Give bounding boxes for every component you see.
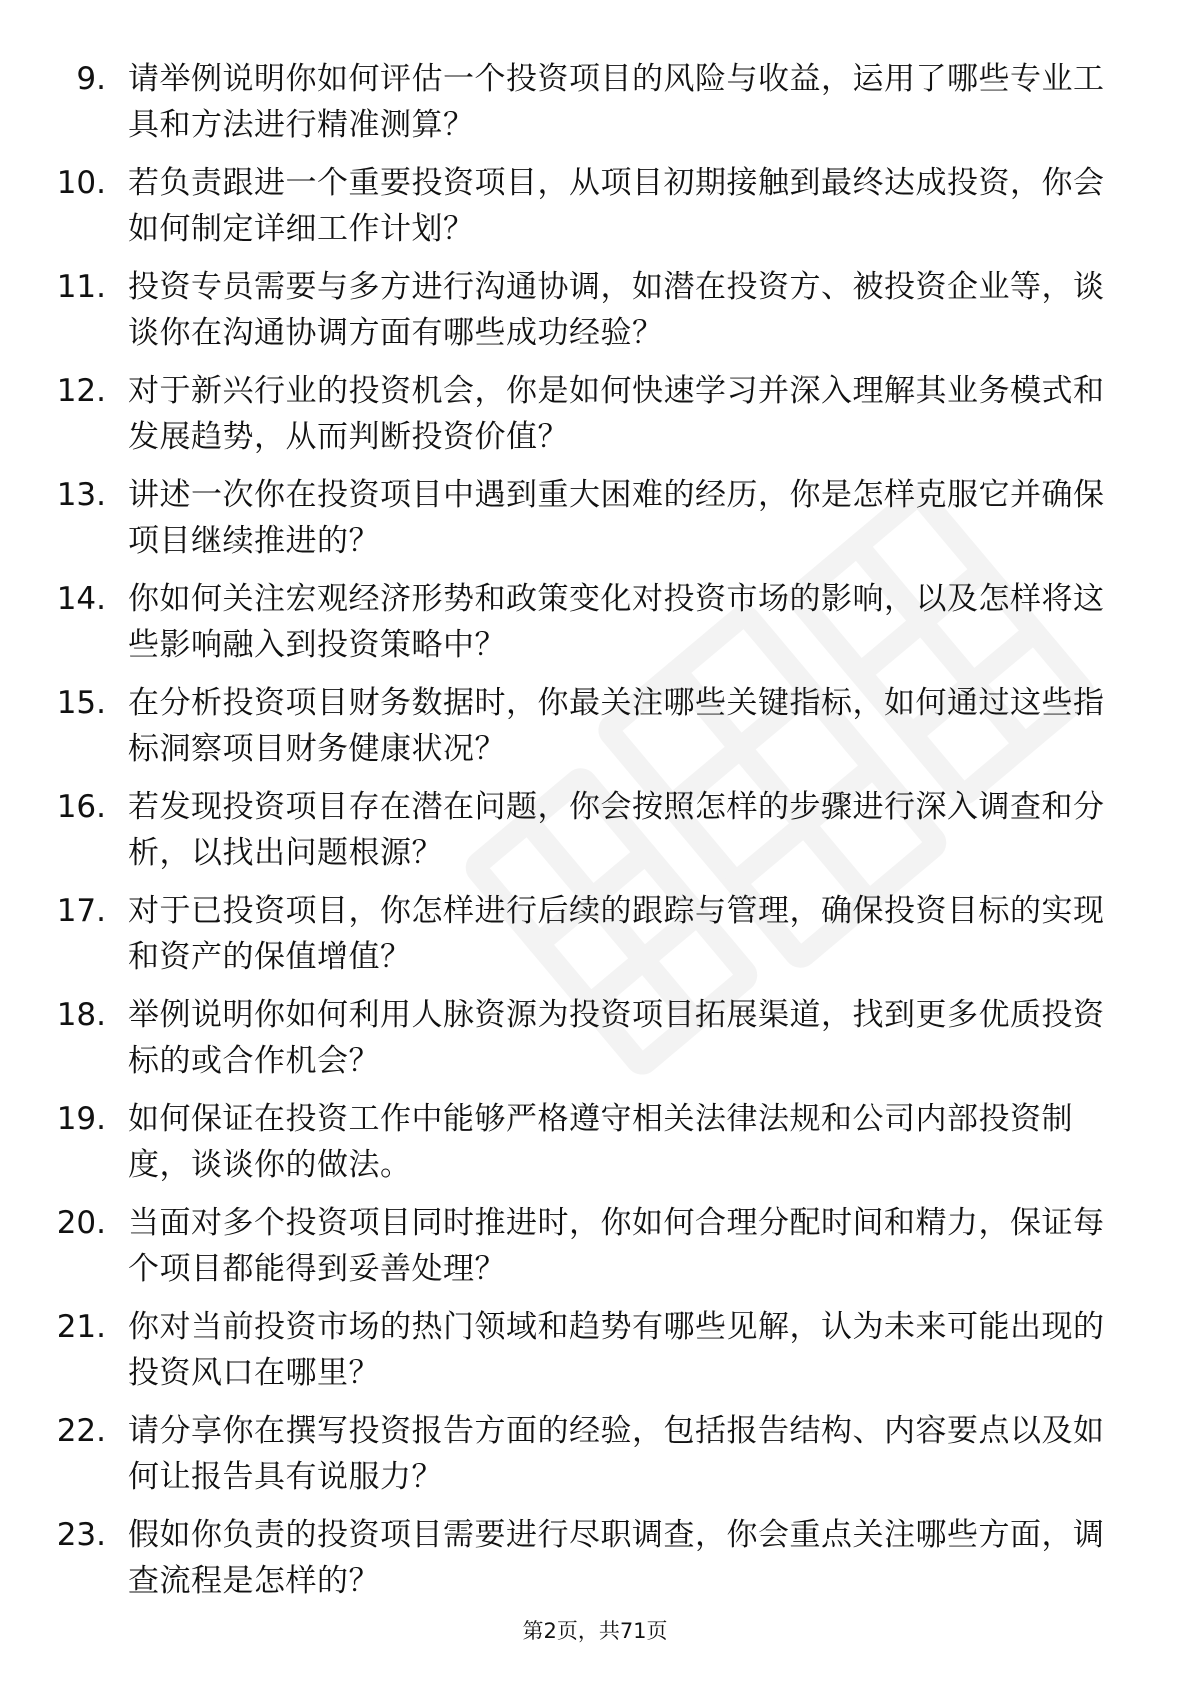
question-item xyxy=(0,672,1190,776)
question-text: 投资专员需要与多方进行沟通协调，如潜在投资方、被投资企业等，谈谈你在沟通协调方面有哪些成功经验？ xyxy=(128,269,1105,351)
question-number: 16. xyxy=(56,789,106,825)
question-number: 17. xyxy=(56,893,106,929)
question-number: 13. xyxy=(56,477,106,513)
question-item xyxy=(0,776,1190,880)
question-number: 18. xyxy=(56,997,106,1033)
question-text: 若负责跟进一个重要投资项目，从项目初期接触到最终达成投资，你会如何制定详细工作计划？ xyxy=(128,165,1105,247)
question-text: 请举例说明你如何评估一个投资项目的风险与收益，运用了哪些专业工具和方法进行精准测算？ xyxy=(128,61,1105,143)
question-text: 举例说明你如何利用人脉资源为投资项目拓展渠道，找到更多优质投资标的或合作机会？ xyxy=(128,997,1105,1079)
question-item xyxy=(0,880,1190,984)
question-number: 12. xyxy=(56,373,106,409)
question-text: 你如何关注宏观经济形势和政策变化对投资市场的影响，以及怎样将这些影响融入到投资策略中？ xyxy=(128,581,1105,663)
page-number-label: 第2页，共71页 xyxy=(522,1619,668,1643)
question-item xyxy=(0,1192,1190,1296)
question-item xyxy=(0,568,1190,672)
question-item xyxy=(0,1504,1190,1608)
question-item xyxy=(0,48,1190,152)
question-item xyxy=(0,1296,1190,1400)
question-number: 20. xyxy=(56,1205,106,1241)
question-number: 21. xyxy=(56,1309,106,1345)
question-text: 如何保证在投资工作中能够严格遵守相关法律法规和公司内部投资制度，谈谈你的做法。 xyxy=(128,1101,1073,1183)
question-text: 请分享你在撰写投资报告方面的经验，包括报告结构、内容要点以及如何让报告具有说服力？ xyxy=(128,1413,1105,1495)
question-text: 假如你负责的投资项目需要进行尽职调查，你会重点关注哪些方面，调查流程是怎样的？ xyxy=(128,1517,1105,1599)
question-number: 11. xyxy=(56,269,106,305)
question-text: 你对当前投资市场的热门领域和趋势有哪些见解，认为未来可能出现的投资风口在哪里？ xyxy=(128,1309,1105,1391)
question-number: 19. xyxy=(56,1101,106,1137)
question-text: 对于新兴行业的投资机会，你是如何快速学习并深入理解其业务模式和发展趋势，从而判断投资价值？ xyxy=(128,373,1105,455)
question-number: 9. xyxy=(76,61,106,97)
question-item xyxy=(0,360,1190,464)
question-item xyxy=(0,1400,1190,1504)
question-item xyxy=(0,1088,1190,1192)
question-item xyxy=(0,464,1190,568)
question-list xyxy=(0,48,1190,1608)
question-text: 在分析投资项目财务数据时，你最关注哪些关键指标，如何通过这些指标洞察项目财务健康状况？ xyxy=(128,685,1105,767)
question-number: 10. xyxy=(56,165,106,201)
question-number: 22. xyxy=(56,1413,106,1449)
question-text: 当面对多个投资项目同时推进时，你如何合理分配时间和精力，保证每个项目都能得到妥善处理？ xyxy=(128,1205,1105,1287)
question-number: 15. xyxy=(56,685,106,721)
question-text: 若发现投资项目存在潜在问题，你会按照怎样的步骤进行深入调查和分析，以找出问题根源？ xyxy=(128,789,1105,871)
question-text: 讲述一次你在投资项目中遇到重大困难的经历，你是怎样克服它并确保项目继续推进的？ xyxy=(128,477,1105,559)
question-item xyxy=(0,984,1190,1088)
question-text: 对于已投资项目，你怎样进行后续的跟踪与管理，确保投资目标的实现和资产的保值增值？ xyxy=(128,893,1105,975)
question-number: 14. xyxy=(56,581,106,617)
question-item xyxy=(0,152,1190,256)
question-item xyxy=(0,256,1190,360)
question-number: 23. xyxy=(56,1517,106,1553)
page-footer xyxy=(0,1615,1190,1645)
